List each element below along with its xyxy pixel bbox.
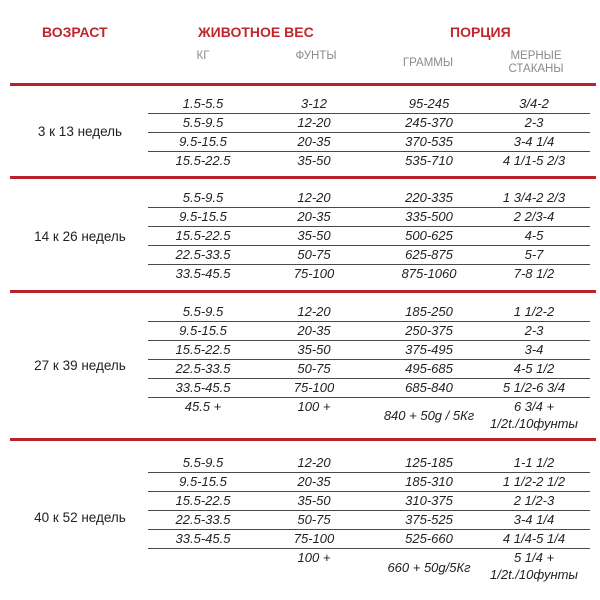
pounds-cell: 35-50 [297, 228, 331, 243]
grams-cell: 370-535 [405, 134, 453, 149]
row-divider [148, 151, 590, 152]
cups-cell: 1-1 1/2 [513, 455, 555, 470]
grams-cell: 625-875 [405, 247, 453, 262]
age-group-label: 40 к 52 недель [34, 510, 126, 525]
grams-cell: 95-245 [408, 96, 450, 111]
cups-cell: 3-4 [524, 342, 544, 357]
header-cups-line2: СТАКАНЫ [508, 63, 564, 75]
section-divider [10, 83, 596, 86]
grams-cell: 245-370 [405, 115, 453, 130]
pounds-cell: 50-75 [297, 512, 331, 527]
pounds-cell: 100 + [297, 399, 331, 414]
kg-cell: 9.5-15.5 [179, 134, 227, 149]
header-pounds: ФУНТЫ [295, 50, 337, 62]
pounds-cell: 12-20 [297, 455, 331, 470]
kg-cell: 9.5-15.5 [179, 323, 227, 338]
row-divider [148, 245, 590, 246]
cups-cell: 1 1/2-2 [513, 304, 555, 319]
kg-cell: 22.5-33.5 [175, 512, 231, 527]
row-divider [148, 226, 590, 227]
pounds-cell: 20-35 [297, 134, 331, 149]
kg-cell: 15.5-22.5 [175, 153, 231, 168]
cups-cell: 2-3 [524, 323, 544, 338]
age-group-label: 14 к 26 недель [34, 229, 126, 244]
cups-cell: 4 1/4-5 1/4 [502, 531, 566, 546]
row-divider [148, 378, 590, 379]
kg-cell: 1.5-5.5 [182, 96, 224, 111]
pounds-cell: 35-50 [297, 493, 331, 508]
cups-cell: 6 3/4 + 1/2t./10фунты [490, 399, 578, 431]
header-cups-line1: МЕРНЫЕ [510, 50, 562, 62]
cups-cell: 4 1/1-5 2/3 [502, 153, 566, 168]
cups-cell: 2-3 [524, 115, 544, 130]
cups-cell: 7-8 1/2 [513, 266, 555, 281]
grams-cell: 495-685 [405, 361, 453, 376]
cups-cell: 3/4-2 [519, 96, 549, 111]
section-divider [10, 176, 596, 179]
cups-cell: 2 1/2-3 [513, 493, 555, 508]
row-divider [148, 113, 590, 114]
cups-cell: 4-5 [524, 228, 544, 243]
kg-cell: 5.5-9.5 [182, 455, 224, 470]
kg-cell: 22.5-33.5 [175, 361, 231, 376]
cups-cell: 5 1/2-6 3/4 [502, 380, 566, 395]
kg-cell: 15.5-22.5 [175, 493, 231, 508]
header-portion: ПОРЦИЯ [450, 24, 511, 40]
grams-cell: 375-495 [405, 342, 453, 357]
kg-cell: 5.5-9.5 [182, 304, 224, 319]
pounds-cell: 35-50 [297, 342, 331, 357]
cups-cell: 1 3/4-2 2/3 [502, 190, 566, 205]
pounds-cell: 75-100 [293, 380, 335, 395]
pounds-cell: 3-12 [300, 96, 328, 111]
kg-cell: 15.5-22.5 [175, 228, 231, 243]
pounds-cell: 20-35 [297, 323, 331, 338]
pounds-cell: 12-20 [297, 304, 331, 319]
pounds-cell: 50-75 [297, 361, 331, 376]
grams-cell: 660 + 50g/5Кг [387, 560, 471, 575]
cups-cell: 2 2/3-4 [513, 209, 555, 224]
grams-cell: 125-185 [405, 455, 453, 470]
row-divider [148, 472, 590, 473]
row-divider [148, 359, 590, 360]
grams-cell: 220-335 [405, 190, 453, 205]
pounds-cell: 35-50 [297, 153, 331, 168]
pounds-cell: 12-20 [297, 190, 331, 205]
kg-cell: 5.5-9.5 [182, 190, 224, 205]
grams-cell: 525-660 [405, 531, 453, 546]
grams-cell: 250-375 [405, 323, 453, 338]
kg-cell: 15.5-22.5 [175, 342, 231, 357]
row-divider [148, 529, 590, 530]
row-divider [148, 321, 590, 322]
row-divider [148, 132, 590, 133]
kg-cell: 22.5-33.5 [175, 247, 231, 262]
age-group-label: 3 к 13 недель [37, 124, 123, 139]
grams-cell: 875-1060 [401, 266, 457, 281]
cups-cell: 4-5 1/2 [513, 361, 555, 376]
kg-cell: 5.5-9.5 [182, 115, 224, 130]
grams-cell: 500-625 [405, 228, 453, 243]
cups-cell: 5-7 [524, 247, 544, 262]
row-divider [148, 510, 590, 511]
section-divider [10, 290, 596, 293]
grams-cell: 185-310 [405, 474, 453, 489]
grams-cell: 375-525 [405, 512, 453, 527]
grams-cell: 335-500 [405, 209, 453, 224]
row-divider [148, 340, 590, 341]
kg-cell: 33.5-45.5 [175, 266, 231, 281]
header-kg: КГ [196, 50, 210, 62]
pounds-cell: 20-35 [297, 209, 331, 224]
header-animal-weight: ЖИВОТНОЕ ВЕС [198, 24, 314, 40]
cups-cell: 1 1/2-2 1/2 [502, 474, 566, 489]
grams-cell: 535-710 [405, 153, 453, 168]
row-divider [148, 207, 590, 208]
pounds-cell: 50-75 [297, 247, 331, 262]
header-grams: ГРАММЫ [402, 57, 454, 69]
kg-cell: 9.5-15.5 [179, 474, 227, 489]
grams-cell: 310-375 [405, 493, 453, 508]
kg-cell: 45.5 + [184, 399, 222, 414]
row-divider [148, 491, 590, 492]
header-age: ВОЗРАСТ [42, 24, 108, 40]
header-cups [494, 50, 578, 76]
cups-cell: 3-4 1/4 [513, 512, 555, 527]
pounds-cell: 100 + [297, 550, 331, 565]
cups-cell: 5 1/4 + 1/2t./10фунты [490, 550, 578, 582]
pounds-cell: 20-35 [297, 474, 331, 489]
pounds-cell: 12-20 [297, 115, 331, 130]
section-divider [10, 438, 596, 441]
kg-cell: 33.5-45.5 [175, 380, 231, 395]
grams-cell: 185-250 [405, 304, 453, 319]
pounds-cell: 75-100 [293, 266, 335, 281]
kg-cell: 9.5-15.5 [179, 209, 227, 224]
row-divider [148, 264, 590, 265]
kg-cell: 33.5-45.5 [175, 531, 231, 546]
age-group-label: 27 к 39 недель [34, 358, 126, 373]
cups-cell: 3-4 1/4 [513, 134, 555, 149]
pounds-cell: 75-100 [293, 531, 335, 546]
grams-cell: 840 + 50g / 5Кг [383, 408, 475, 423]
grams-cell: 685-840 [405, 380, 453, 395]
